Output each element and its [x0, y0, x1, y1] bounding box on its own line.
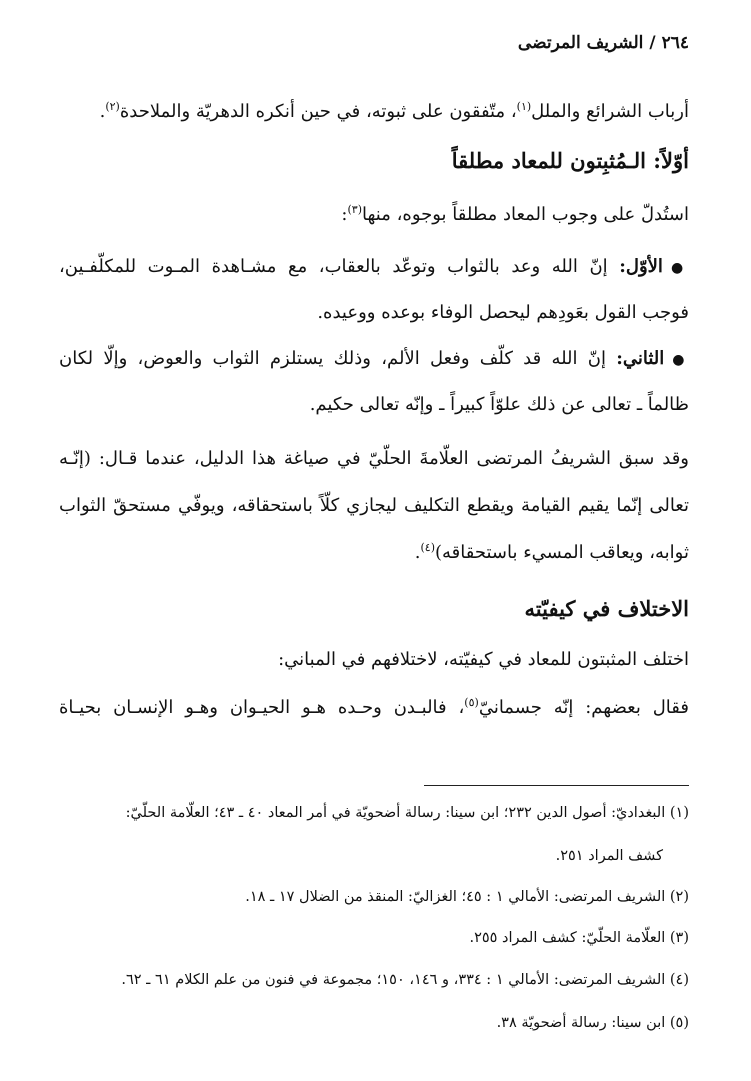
paragraph-line: [59, 491, 689, 521]
footnote-ref[interactable]: (٣): [347, 203, 362, 216]
paragraph-line: [59, 444, 689, 474]
bullet-lead: الثاني:: [616, 348, 665, 369]
text: إنّ الله قد كلّف وفعل الألم، وذلك يستلزم الثواب والعوض، وإلّا لكان: [59, 348, 606, 369]
footnote-ref[interactable]: (٥): [464, 696, 479, 709]
section-heading: أوّلاً: الـمُثبِتون للمعاد مطلقاً: [451, 148, 689, 173]
text: ، فالبـدن وحـده هـو الحيـوان وهـو الإنسـان بحيـاة: [59, 697, 465, 718]
text: تعالى إنّما يقيم القيامة ويقطع التكليف ليجازي كلّاً باستحقاقه، ويوفّي مستحقّ الثواب: [59, 495, 689, 516]
bullet-lead: الأوّل:: [619, 256, 663, 277]
paragraph-line: [59, 538, 689, 568]
footnote-ref[interactable]: (٤): [420, 541, 435, 554]
text: ثوابه، ويعاقب المسيء باستحقاقه): [434, 542, 689, 563]
text: إنّ الله وعد بالثواب وتوعّد بالعقاب، مع مشـاهدة المـوت للمكلّفـين،: [59, 256, 608, 277]
bullet-item: [59, 344, 689, 375]
paragraph-line: [59, 645, 689, 675]
bullet-item: [59, 252, 689, 283]
footnote: (١) البغداديّ: أصول الدين ٢٣٢؛ ابن سينا: رسالة أضحويّة في أمر المعاد ٤٠ ـ ٤٣؛ العلّامة الحلّيّ:: [125, 805, 689, 821]
footnote: (٥) ابن سينا: رسالة أضحويّة ٣٨.: [496, 1015, 689, 1031]
paragraph-line: [59, 390, 689, 420]
footnote-divider: [424, 785, 689, 786]
running-header: [518, 33, 689, 53]
paragraph-line: [59, 97, 689, 127]
footnote: (٢) الشريف المرتضى: الأمالي ١ : ٤٥؛ الغزاليّ: المنقذ من الضلال ١٧ ـ ١٨.: [245, 889, 689, 905]
text: استُدلّ على وجوب المعاد مطلقاً بوجوه، منها: [362, 204, 689, 225]
footnote: (٣) العلّامة الحلّيّ: كشف المراد ٢٥٥.: [469, 930, 689, 946]
paragraph-line: [59, 298, 689, 328]
text: اختلف المثبتون للمعاد في كيفيّته، لاختلافهم في المباني:: [278, 649, 689, 670]
text: فوجب القول بعَودِهم ليحصل الوفاء بوعده ووعيده.: [317, 302, 689, 323]
text: فقال بعضهم: إنّه جسمانيّ: [478, 697, 689, 718]
text: وقد سبق الشريفُ المرتضى العلّامةَ الحلّيّ في صياغة هذا الدليل، عندما قـال: (إنّـه: [59, 448, 689, 469]
section-heading: الاختلاف في كيفيّته: [524, 596, 689, 621]
text: :: [341, 204, 348, 225]
paragraph-line: [59, 693, 689, 723]
bullet-icon: ●: [670, 260, 689, 276]
paragraph-line: [59, 200, 689, 230]
text: ظالماً ـ تعالى عن ذلك علوّاً كبيراً ـ وإنّه تعالى حكيم.: [309, 394, 689, 415]
footnote-ref[interactable]: (٢): [105, 100, 120, 113]
text: .: [99, 101, 106, 122]
text: أرباب الشرائع والملل: [531, 101, 689, 122]
page-number: ٢٦٤: [661, 33, 689, 53]
footnote-ref[interactable]: (١): [516, 100, 532, 113]
bullet-icon: ●: [672, 352, 689, 368]
header-separator: /: [649, 33, 656, 53]
footnote: (٤) الشريف المرتضى: الأمالي ١ : ٣٣٤، و ١٤٦، ١٥٠؛ مجموعة في فنون من علم الكلام ٦١ ـ ٦٢.: [121, 972, 689, 988]
text: .: [414, 542, 421, 563]
running-title: الشريف المرتضى: [517, 33, 644, 53]
footnote-continuation: كشف المراد ٢٥١.: [555, 848, 663, 864]
text: ، متّفقون على ثبوته، في حين أنكره الدهريّة والملاحدة: [119, 101, 517, 122]
